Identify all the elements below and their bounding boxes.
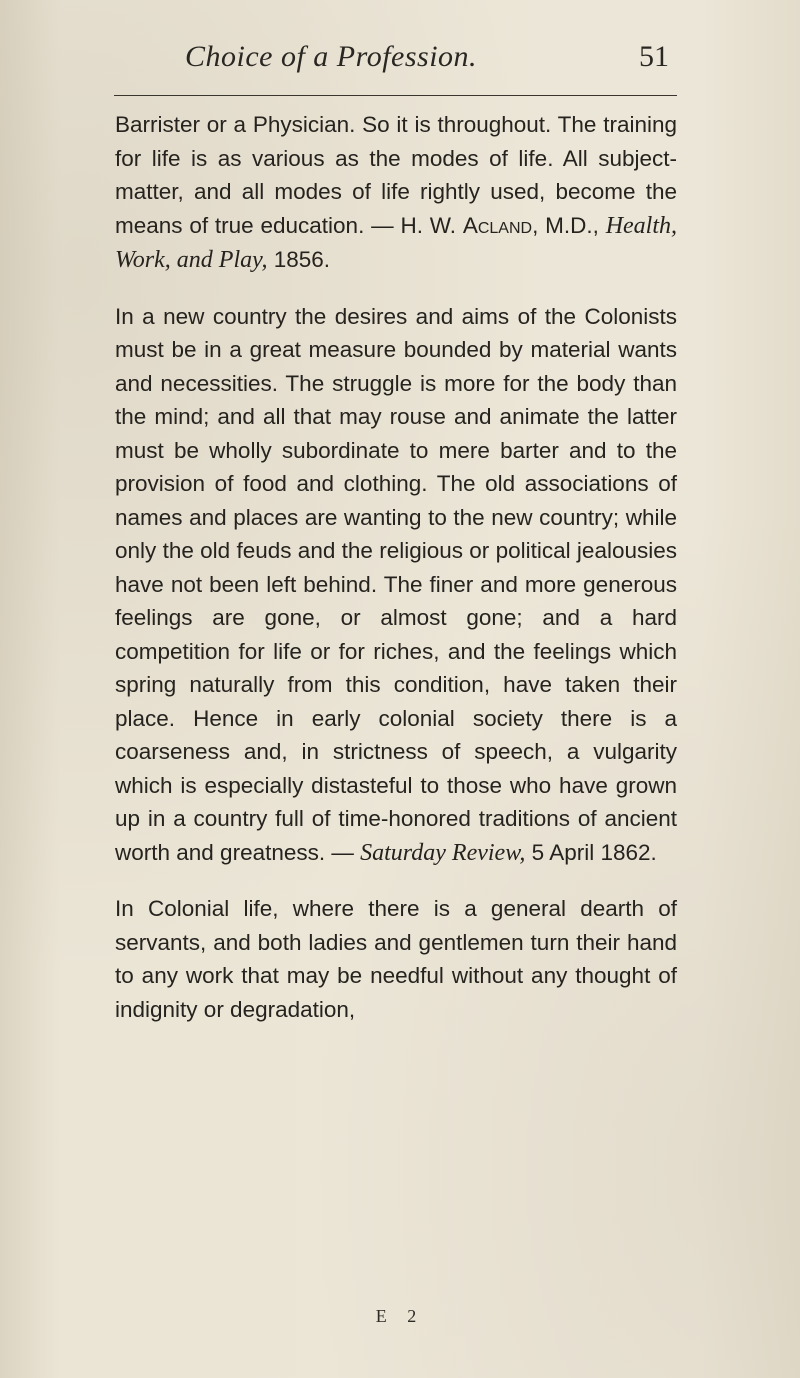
page-number: 51	[639, 40, 669, 73]
running-head-title: Choice of a Profession.	[185, 40, 478, 73]
source-year: 1856.	[267, 247, 330, 272]
paragraph-3	[115, 892, 677, 1026]
header-rule	[114, 95, 677, 96]
paragraph-2-text: In a new country the desires and aims of the Colonists must be in a great measure bounded by material wants and necessities. The struggle is more for the body than the mind; and all that may rouse and animate the latter must be wholly subordinate to mere barter and to the provision of food and clothing. The old associations of names and places are wanting to the new country; while only the old feuds and the religious or political jealousies have not been left behind. The finer and more generous feelings are gone, or almost gone; and a hard competition for life or for riches, and the feelings which spring naturally from this condition, have taken their place. Hence in early colonial society there is a coarseness and, in strictness of speech, a vulgarity which is especially distasteful to those who have grown up in a country full of time-honored traditions of ancient worth and greatness. —	[115, 303, 677, 865]
source-date: 5 April 1862.	[525, 839, 657, 865]
paragraph-1-text: Barrister or a Physician. So it is throughout. The training for life is as various as the modes of life. All subject-matter, and all modes of life rightly used, become the means of true education. — H. W.	[115, 112, 677, 238]
paragraph-3-text: In Colonial life, where there is a general dearth of servants, and both ladies and gentlemen turn their hand to any work that may be needful without any thought of indignity or degradation,	[115, 896, 677, 1022]
author-name: Acland	[462, 212, 533, 238]
paragraph-1	[115, 108, 677, 278]
author-credentials: , M.D.,	[532, 212, 606, 238]
signature-mark: E 2	[375, 1306, 425, 1326]
source-title: Saturday Review,	[360, 839, 526, 866]
paragraph-2	[115, 300, 677, 871]
source-title: Health, Work, and Play,	[115, 212, 678, 273]
body-text	[115, 108, 677, 1026]
running-head	[115, 40, 677, 86]
